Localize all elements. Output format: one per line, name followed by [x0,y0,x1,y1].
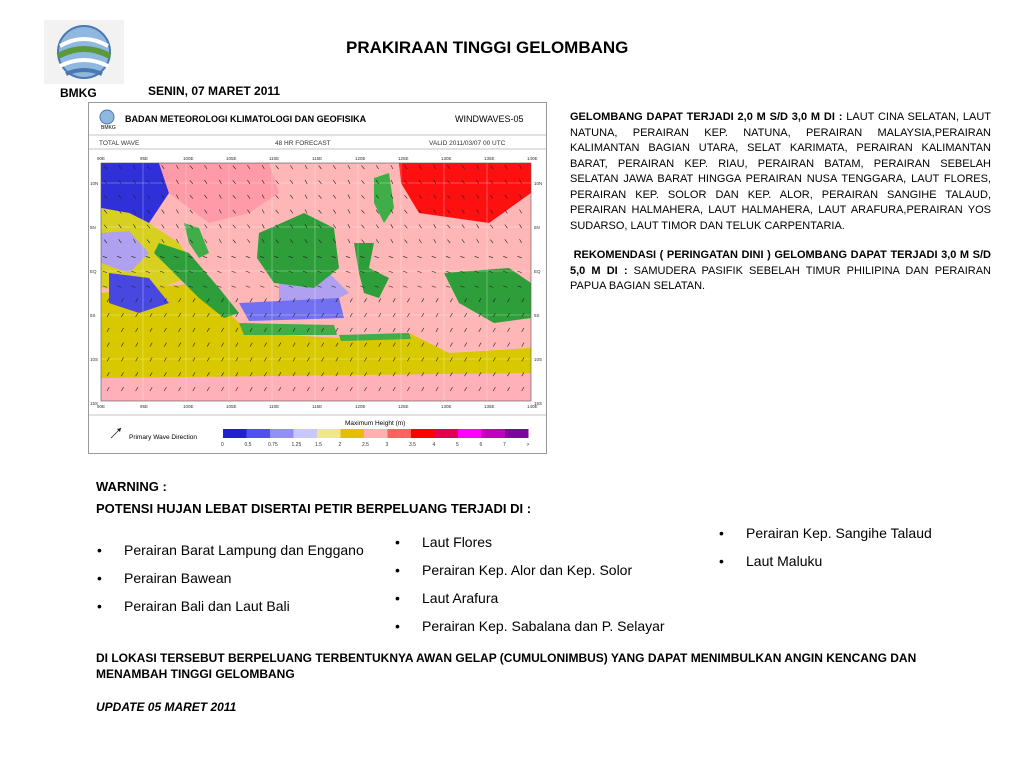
legend-tick: 2 [338,442,342,448]
map-body [101,163,531,401]
lon-label-top: 130E [441,156,452,161]
lat-label-right: 5S [534,313,540,318]
lon-label-bottom: 110E [269,404,280,409]
list-item: • Perairan Kep. Alor dan Kep. Solor [395,561,665,589]
legend-title: Maximum Height (m) [345,420,406,427]
list-item: • Laut Flores [395,533,665,561]
legend-tick: 4 [432,442,436,448]
legend-tick: > [526,442,530,448]
lat-label-left: 15S [90,401,99,406]
legend-swatch [247,429,271,438]
lon-label-top: 95E [140,156,149,161]
legend-tick: 3.5 [409,442,416,448]
map-total-wave: TOTAL WAVE [99,140,140,147]
legend-swatch [270,429,294,438]
lon-label-top: 140E [527,156,538,161]
update-date: UPDATE 05 MARET 2011 [96,700,237,714]
legend-tick: 1.25 [291,442,302,448]
map-valid-time: VALID 2011/03/07 00 UTC [429,140,506,147]
list-item: • Perairan Kep. Sabalana dan P. Selayar [395,617,665,645]
lon-label-bottom: 100E [183,404,194,409]
lon-label-top: 100E [183,156,194,161]
map-product-label: WINDWAVES-05 [455,114,524,124]
warning-title: WARNING : [96,479,167,494]
lon-label-bottom: 135E [484,404,495,409]
wave-forecast-map [88,102,547,454]
list-item: • Laut Maluku [719,552,932,580]
legend-swatch [294,429,318,438]
legend-tick: 0.75 [268,442,278,448]
lat-label-left: EQ [90,269,97,274]
legend-swatch [388,429,412,438]
legend-tick: 3 [385,442,389,448]
legend-tick: 0 [221,442,224,448]
logo-label: BMKG [60,86,97,100]
lon-label-top: 120E [355,156,366,161]
legend-tick: 1.5 [315,442,322,448]
legend-swatch [317,429,341,438]
legend-tick: 0.5 [244,442,252,448]
lat-label-left: 5N [90,225,96,230]
bmkg-logo [44,20,124,84]
height-legend-swatches [223,429,529,438]
lat-label-right: 10S [534,357,543,362]
list-item: • Perairan Bali dan Laut Bali [97,597,364,625]
lon-label-top: 135E [484,156,495,161]
list-item: • Perairan Barat Lampung dan Enggano [97,541,364,569]
legend-swatch [364,429,388,438]
lat-label-right: EQ [534,269,541,274]
legend-tick: 6 [479,442,483,448]
early-warning-heading: REKOMENDASI ( PERINGATAN DINI ) GELOMBANG DAPAT TERJADI 3,0 M S/D 5,0 M DI : [570,249,992,277]
list-item: • Perairan Kep. Sangihe Talaud [719,524,932,552]
lon-label-top: 125E [398,156,409,161]
warning-list-col3 [719,524,932,580]
lon-label-top: 110E [269,156,280,161]
lon-label-bottom: 125E [398,404,409,409]
map-forecast-hours: 48 HR FORECAST [275,140,331,147]
lon-label-top: 115E [312,156,323,161]
wave-map-svg [89,103,546,453]
wave-forecast-areas: LAUT CINA SELATAN, LAUT NATUNA, PERAIRAN KEP. NATUNA, PERAIRAN MALAYSIA,PERAIRAN KALIMANTAN BAGIAN UTARA, SELAT KARIMATA, PERAIRAN KALIMANTAN BARAT, PERAIRAN KEP. RIAU, PERAIRAN BATAM, PERAIRAN SEBELAH SELATAN JAWA BARAT HINGGA PERAIRAN NUSA TENGGARA, LAUT FLORES, PERAIRAN KEP. SOLOR DAN KEP. ALOR, PERAIRAN SANGIHE TALAUD, PERAIRAN HALMAHERA, LAUT HALMAHERA, LAUT ARAFURA,PERAIRAN YOS SUDARSO, LAUT TIMOR DAN TELUK CARPENTARIA. [570,111,991,232]
lon-label-bottom: 90E [97,404,106,409]
forecast-description [570,110,991,295]
lat-label-left: 5S [90,313,96,318]
warning-list-col1 [97,541,364,625]
legend-swatch [482,429,506,438]
lat-label-right: 5N [534,225,540,230]
warning-list-col2 [395,533,665,645]
legend-swatch [411,429,435,438]
legend-swatch [435,429,459,438]
legend-swatch [341,429,365,438]
lon-label-bottom: 115E [312,404,323,409]
lat-label-right: 15S [534,401,543,406]
page-title: PRAKIRAAN TINGGI GELOMBANG [346,38,629,57]
lon-label-bottom: 140E [527,404,538,409]
direction-legend-label: Primary Wave Direction [129,434,198,441]
legend-tick: 5 [456,442,459,448]
lat-label-left: 10S [90,357,99,362]
lat-label-left: 10N [90,181,99,186]
lon-label-bottom: 120E [355,404,366,409]
lon-label-bottom: 95E [140,404,149,409]
warning-subtitle: POTENSI HUJAN LEBAT DISERTAI PETIR BERPELUANG TERJADI DI : [96,501,532,516]
lat-label-right: 10N [534,181,543,186]
lon-label-top: 105E [226,156,237,161]
map-org-label: BADAN METEOROLOGI KLIMATOLOGI DAN GEOFISIKA [125,114,367,124]
early-warning-areas: SAMUDERA PASIFIK SEBELAH TIMUR PHILIPINA DAN PERAIRAN PAPUA BAGIAN SELATAN. [570,264,991,292]
wave-forecast-paragraph [570,110,991,234]
forecast-date: SENIN, 07 MARET 2011 [148,84,281,98]
list-item: • Perairan Bawean [97,569,364,597]
legend-swatch [458,429,482,438]
wave-forecast-heading: GELOMBANG DAPAT TERJADI 2,0 M S/D 3,0 M DI : [570,111,843,123]
lon-label-top: 90E [97,156,106,161]
legend-tick: 7 [503,442,506,448]
legend-swatch [505,429,529,438]
map-logo-icon [100,110,114,124]
map-logo-label: BMKG [101,125,116,131]
lon-label-bottom: 130E [441,404,452,409]
direction-legend [111,428,197,441]
list-item: • Laut Arafura [395,589,665,617]
legend-tick: 2.5 [362,442,369,448]
early-warning-paragraph [570,248,991,295]
legend-swatch [223,429,247,438]
cumulonimbus-note: DI LOKASI TERSEBUT BERPELUANG TERBENTUKNYA AWAN GELAP (CUMULONIMBUS) YANG DAPAT MENIMBULKAN ANGIN KENCANG DAN MENAMBAH TINGGI GELOMBANG [96,651,917,681]
lon-label-bottom: 105E [226,404,237,409]
